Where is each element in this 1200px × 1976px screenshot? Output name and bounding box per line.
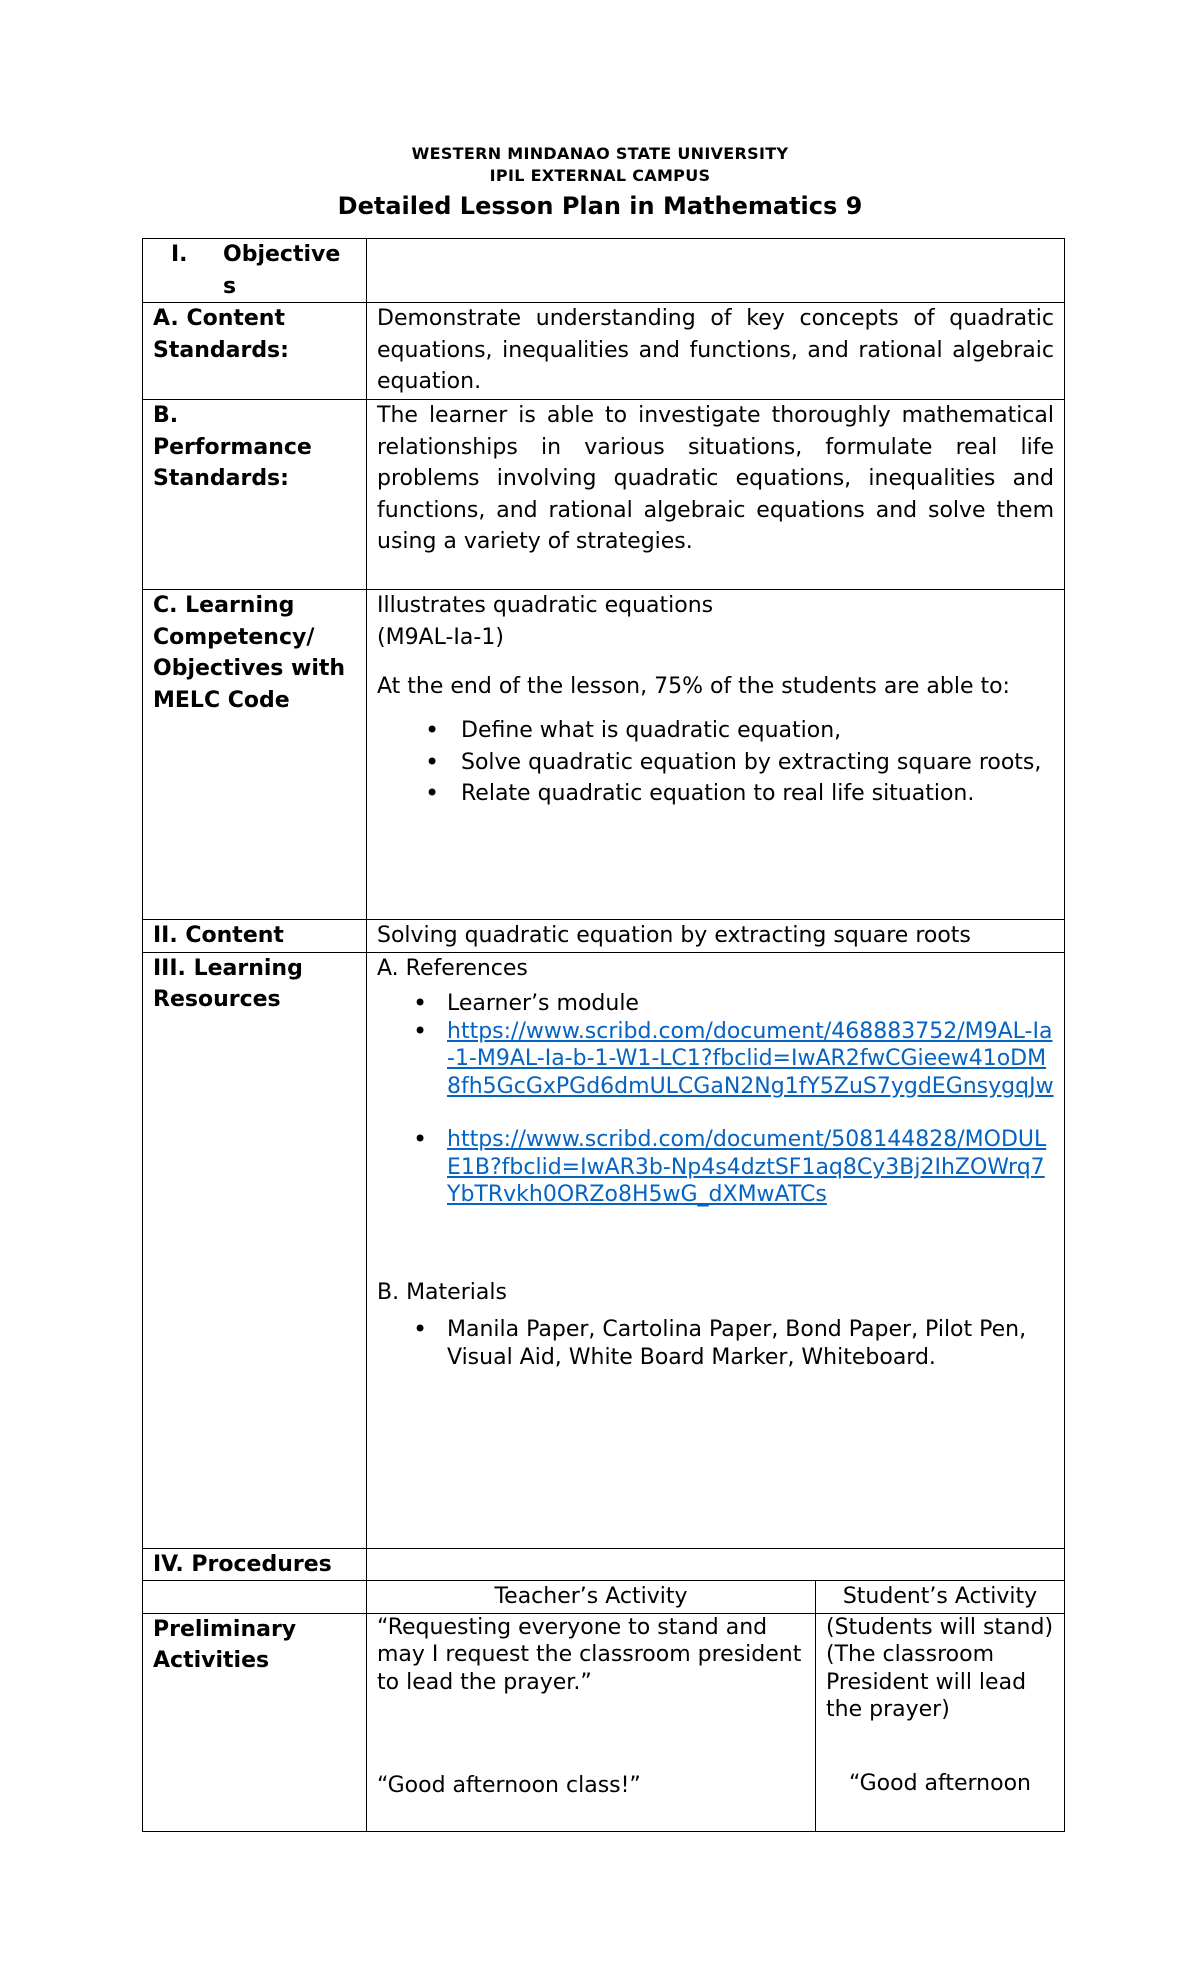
list-item: • Manila Paper, Cartolina Paper, Bond Paper, Pilot Pen, Visual Aid, White Board Marker, Whiteboard. [447, 1316, 1054, 1371]
reference-link-1[interactable]: https://www.scribd.com/document/468883752/M9AL-Ia-1-M9AL-Ia-b-1-W1-LC1?fbclid=IwAR2fwCGieew41oDM8fh5GcGxPGd6dmULCGaN2Ng1fY5ZuS7ygdEGnsygqJw [447, 1018, 1054, 1099]
activity-header-blank [143, 1581, 367, 1614]
melc-code: (M9AL-Ia-1) [377, 624, 504, 650]
learning-competency-row [143, 590, 1065, 920]
content-standards-label: A. Content Standards: [143, 303, 367, 400]
list-item: • Learner’s module [447, 990, 1054, 1018]
teacher-line: “Good afternoon class!” [377, 1773, 641, 1798]
learning-resources-label: III. Learning Resources [143, 952, 367, 1548]
learning-competency-cell [367, 590, 1065, 920]
lesson-plan-table [142, 238, 1065, 1832]
procedures-label: IV. Procedures [143, 1548, 367, 1581]
content-row [143, 920, 1065, 953]
objectives-list [377, 715, 1054, 810]
learning-competency-label: C. Learning Competency/ Objectives with MELC Code [143, 590, 367, 920]
student-activity-header: Student’s Activity [816, 1581, 1065, 1614]
reference-link-2[interactable]: https://www.scribd.com/document/508144828/MODULE1B?fbclid=IwAR3b-Np4s4dztSF1aq8Cy3Bj2IhZOWrq7YbTRvkh0ORZo8H5wG_dXMwATCs [447, 1127, 1047, 1207]
preliminary-row [143, 1613, 1065, 1831]
campus-name: IPIL EXTERNAL CAMPUS [489, 166, 711, 185]
list-item [447, 1126, 1054, 1209]
learning-resources-row [143, 952, 1065, 1548]
teacher-line: “Requesting everyone to stand and may I request the classroom president to lead the prayer.” [377, 1614, 802, 1695]
procedures-row [143, 1548, 1065, 1581]
objectives-label: I. Objective s [143, 239, 367, 303]
performance-standards-text: The learner is able to investigate thoroughly mathematical relationships in various situations, formulate real life problems involving quadratic equations, inequalities and functions, and rational algebraic equations and solve them using a variety of strategies. [367, 400, 1065, 590]
student-line: “Good afternoon [848, 1770, 1031, 1796]
objectives-value [367, 239, 1065, 303]
student-activity-cell [816, 1613, 1065, 1831]
content-standards-row [143, 303, 1065, 400]
learning-resources-cell [367, 952, 1065, 1548]
references-list [377, 990, 1054, 1209]
list-item: • Relate quadratic equation to real life situation. [461, 778, 1054, 810]
teacher-activity-header: Teacher’s Activity [367, 1581, 816, 1614]
university-name: WESTERN MINDANAO STATE UNIVERSITY [411, 144, 789, 163]
preliminary-label: Preliminary Activities [143, 1613, 367, 1831]
list-item: • Define what is quadratic equation, [461, 715, 1054, 747]
content-text: Solving quadratic equation by extracting square roots [367, 920, 1065, 953]
objectives-intro: At the end of the lesson, 75% of the students are able to: [377, 674, 1010, 699]
list-item: • Solve quadratic equation by extracting square roots, [461, 747, 1054, 779]
student-line: (The classroom President will lead the prayer) [826, 1642, 1027, 1722]
activity-header-row [143, 1581, 1065, 1614]
content-standards-text: Demonstrate understanding of key concepts of quadratic equations, inequalities and functions, and rational algebraic equation. [367, 303, 1065, 400]
content-label: II. Content [143, 920, 367, 953]
performance-standards-row [143, 400, 1065, 590]
page-title: Detailed Lesson Plan in Mathematics 9 [337, 192, 863, 220]
references-heading: A. References [377, 955, 528, 981]
document-header [0, 143, 1200, 223]
objectives-row [143, 239, 1065, 303]
student-line: (Students will stand) [826, 1614, 1054, 1640]
competency-text: Illustrates quadratic equations [377, 593, 714, 618]
performance-standards-label: B. Performance Standards: [143, 400, 367, 590]
teacher-activity-cell [367, 1613, 816, 1831]
materials-list [377, 1316, 1054, 1371]
materials-heading: B. Materials [377, 1279, 507, 1305]
procedures-value [367, 1548, 1065, 1581]
list-item [447, 1018, 1054, 1101]
